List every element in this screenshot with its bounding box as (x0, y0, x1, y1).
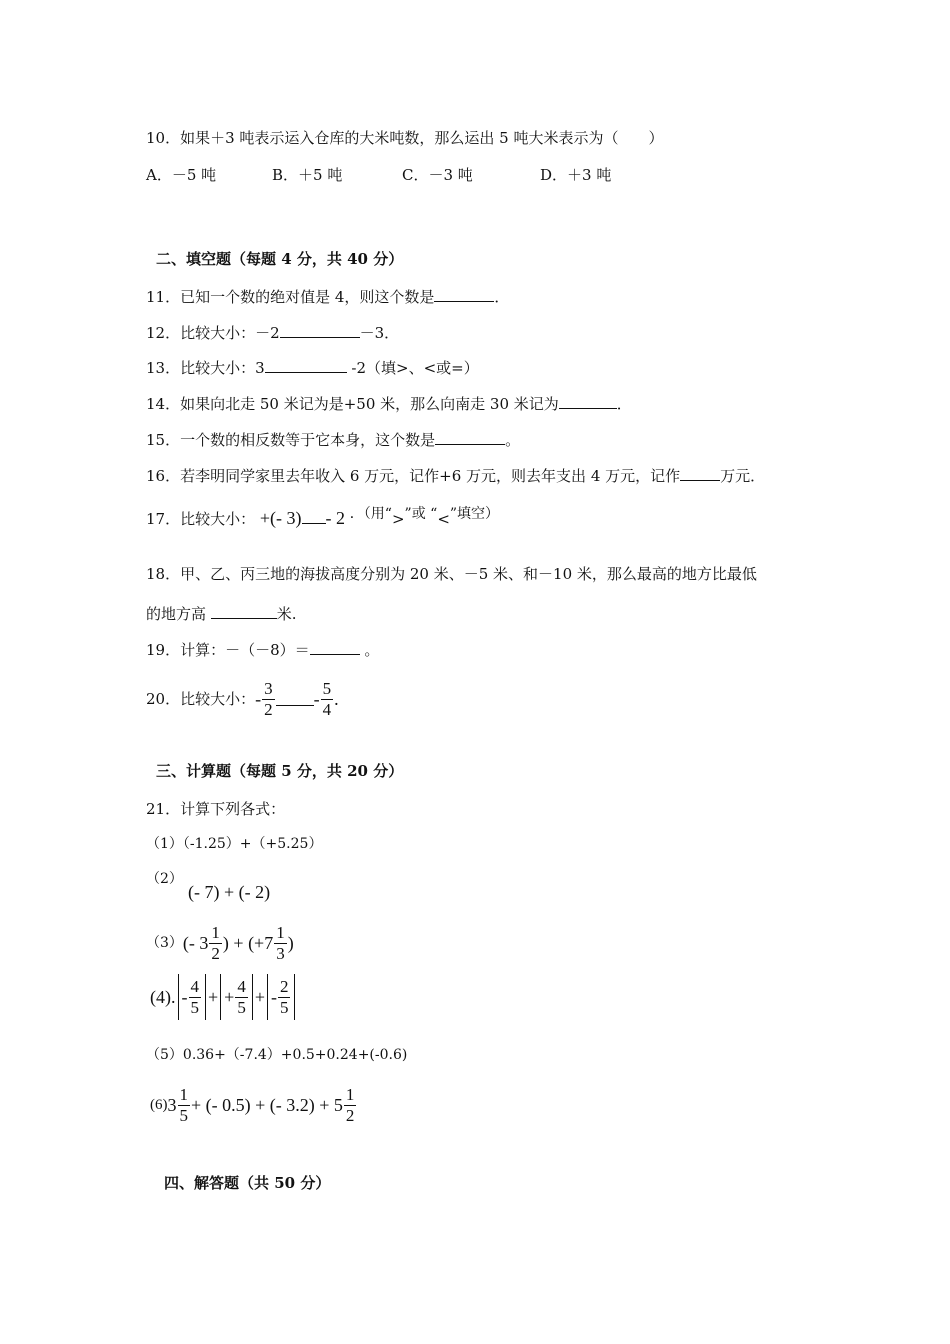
denominator: 2 (211, 943, 220, 963)
question-14-text: 14．如果向北走 50 米记为是+50 米，那么向南走 30 米记为 (146, 395, 559, 413)
absolute-value-3 (267, 974, 296, 1020)
question-21-part-4 (150, 972, 297, 1022)
greater-than-symbol: > (391, 510, 405, 528)
plus-sign: + (208, 987, 219, 1007)
period: . (334, 689, 339, 709)
question-21-part-1: （1）（-1.25）+（+5.25） (146, 836, 323, 852)
question-21-part-5: （5）0.36+（-7.4）+0.5+0.24+(-0.6) (146, 1047, 408, 1063)
question-18-line-1: 18．甲、乙、丙三地的海拔高度分别为 20 米、－5 米、和－10 米，那么最高的地方比最低 (146, 565, 757, 583)
minus-sign: - (181, 987, 188, 1007)
denominator: 5 (190, 997, 199, 1017)
question-19-end: 。 (359, 641, 380, 659)
question-21-part-3 (146, 920, 294, 966)
question-12-end: －3． (359, 324, 400, 342)
question-15-end: 。 (505, 431, 521, 449)
fraction-5-4 (321, 679, 334, 720)
question-17-hint-c: ”填空） (449, 506, 500, 522)
fraction-1-2 (344, 1085, 357, 1126)
part-6-label: (6) (150, 1097, 168, 1113)
answer-blank (302, 507, 326, 524)
answer-blank (435, 430, 505, 445)
part-3-close: ) (287, 933, 294, 953)
denominator: 5 (237, 997, 246, 1017)
fraction-1-3 (274, 923, 287, 964)
question-21-part-2 (146, 871, 271, 912)
question-10-option-c: C．－3 吨 (402, 166, 473, 184)
question-17-hint-b: ”或 “ (404, 506, 438, 522)
denominator: 5 (279, 997, 289, 1017)
question-13-text: 13．比较大小：3 (146, 359, 265, 377)
section-2-title: 二、填空题（每题 4 分，共 40 分） (156, 250, 404, 268)
answer-blank (265, 358, 347, 373)
denominator: 2 (264, 699, 273, 719)
numerator: 3 (264, 678, 273, 698)
part-3-label: （3） (146, 935, 183, 951)
answer-blank (280, 323, 360, 338)
question-12-text: 12．比较大小：－2 (146, 324, 280, 342)
part-6-whole-3: 3 (167, 1095, 177, 1115)
fraction-1-5 (178, 1085, 191, 1126)
part-3-open: (- 3 (182, 933, 209, 953)
part-2-expression: (- 7) + (- 2) (188, 882, 271, 902)
question-18-line-2 (146, 604, 297, 624)
question-11 (146, 287, 509, 307)
question-10-option-d: D．＋3 吨 (540, 166, 612, 184)
question-21: 21．计算下列各式： (146, 800, 286, 818)
question-17 (146, 503, 499, 533)
question-21-part-6 (150, 1080, 357, 1130)
fraction-3-2 (262, 679, 275, 720)
question-13 (146, 358, 479, 378)
answer-blank (434, 287, 494, 302)
question-14 (146, 394, 632, 414)
question-17-left-expression: +(- 3) (259, 508, 302, 528)
numerator: 4 (237, 976, 246, 996)
fraction-1-2 (209, 923, 222, 964)
question-20-label: 20．比较大小： (146, 690, 256, 708)
minus-sign: - (313, 689, 320, 709)
fraction-4-5 (235, 977, 248, 1018)
numerator: 2 (279, 976, 289, 996)
question-15 (146, 430, 520, 450)
question-12 (146, 323, 399, 343)
denominator: 5 (179, 1105, 188, 1125)
denominator: 3 (276, 943, 285, 963)
question-13-end: -2（填>、<或=） (346, 359, 479, 377)
question-10-option-b: B．＋5 吨 (272, 166, 343, 184)
answer-blank (211, 604, 277, 619)
section-3-title: 三、计算题（每题 5 分，共 20 分） (156, 762, 404, 780)
numerator: 4 (190, 976, 199, 996)
answer-blank (276, 704, 314, 706)
plus-sign: + (254, 987, 265, 1007)
numerator: 1 (345, 1084, 355, 1104)
absolute-value-2 (220, 974, 253, 1020)
question-11-text: 11．已知一个数的绝对值是 4，则这个数是 (146, 288, 435, 306)
question-18-text: 的地方高 (146, 605, 211, 623)
question-17-hint-a: ．（用“ (349, 506, 392, 522)
numerator: 1 (179, 1084, 188, 1104)
numerator: 1 (211, 922, 220, 942)
denominator: 2 (345, 1105, 355, 1125)
section-4-title: 四、解答题（共 50 分） (164, 1174, 331, 1192)
question-10-stem: 10．如果＋3 吨表示运入仓库的大米吨数，那么运出 5 吨大米表示为（ ） (146, 129, 664, 147)
denominator: 4 (322, 699, 332, 719)
absolute-value-1 (178, 974, 207, 1020)
minus-sign: - (255, 689, 262, 709)
part-4-label: (4). (150, 987, 176, 1007)
question-19-text: 19．计算：－（－8）＝ (146, 641, 310, 659)
fraction-4-5 (189, 977, 202, 1018)
answer-blank (559, 394, 617, 409)
question-17-label: 17．比较大小： (146, 510, 256, 528)
question-20 (146, 676, 339, 722)
minus-sign: - (270, 987, 277, 1007)
part-2-label: （2） (146, 871, 183, 887)
question-15-text: 15．一个数的相反数等于它本身，这个数是 (146, 431, 436, 449)
numerator: 1 (276, 922, 285, 942)
less-than-symbol: < (437, 510, 450, 528)
question-11-end: ． (494, 288, 510, 306)
question-16-text: 16．若李明同学家里去年收入 6 万元，记作+6 万元，则去年支出 4 万元，记作 (146, 467, 681, 485)
answer-blank (310, 640, 360, 655)
numerator: 5 (322, 678, 332, 698)
question-17-right-expression: - 2 (325, 508, 346, 528)
question-16 (146, 466, 765, 486)
fraction-2-5 (278, 977, 291, 1018)
part-3-middle: ) + (+7 (222, 933, 274, 953)
answer-blank (680, 466, 720, 481)
question-10-option-a: A．－5 吨 (146, 166, 217, 184)
question-18-end: 米. (276, 605, 297, 623)
plus-sign: + (224, 987, 235, 1007)
question-14-end: ． (616, 395, 632, 413)
question-19 (146, 640, 379, 660)
part-6-middle: + (- 0.5) + (- 3.2) + 5 (191, 1095, 343, 1115)
question-16-end: 万元． (720, 467, 766, 485)
